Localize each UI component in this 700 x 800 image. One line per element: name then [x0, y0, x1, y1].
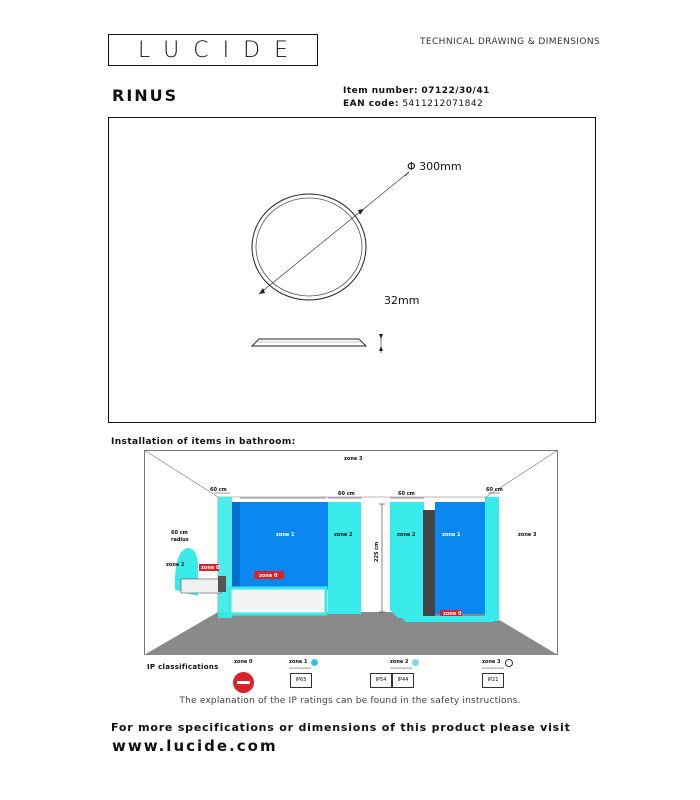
item-number-label: Item number: — [343, 86, 419, 96]
section-header: TECHNICAL DRAWING & DIMENSIONS — [420, 37, 601, 47]
label-radius: radius — [171, 537, 189, 543]
ip-rating-zone2a: IP54 — [370, 673, 392, 688]
label-zone3-right: zone 3 — [518, 532, 537, 538]
label-60cm-left: 60 cm — [210, 487, 227, 493]
bathtub — [230, 588, 326, 614]
ip-zone3-label: zone 3 — [482, 659, 501, 665]
zone2-dot-icon — [412, 659, 419, 666]
label-height-225: 225 cm — [374, 541, 380, 562]
label-60cm-mid1: 60 cm — [338, 491, 355, 497]
ip-zone2-label: zone 2 — [390, 659, 409, 665]
item-number-row — [343, 86, 490, 96]
label-radius-60cm: 60 cm — [171, 530, 188, 536]
zone1-right-area — [435, 502, 485, 614]
ip-zone2-sub: recommended — [390, 666, 412, 670]
ean-row — [343, 99, 483, 109]
bathroom-diagram — [144, 450, 558, 655]
technical-drawing-frame — [108, 117, 596, 423]
zone2-left-area — [328, 502, 361, 614]
ip-rating-zone3: IP21 — [482, 673, 504, 688]
ean-value: 5411212071842 — [402, 99, 484, 109]
ip-zone1-label: zone 1 — [289, 659, 308, 665]
label-zone2-left: zone 2 — [334, 532, 353, 538]
label-zone0-sink: zone 0 — [201, 565, 220, 571]
label-zone2-sink: zone 2 — [166, 562, 185, 568]
shower-wall — [423, 510, 435, 618]
bathroom-title: Installation of items in bathroom: — [111, 437, 296, 447]
product-name: RINUS — [112, 86, 179, 105]
ip-zone3-sub: recommended — [482, 666, 504, 670]
ip-classifications-title: IP classifications — [147, 663, 219, 671]
ean-label: EAN code: — [343, 99, 399, 109]
label-zone1-left: zone 1 — [276, 532, 295, 538]
lamp-side-view — [252, 339, 366, 346]
technical-drawing — [109, 118, 597, 424]
zone1-dot-icon — [311, 659, 318, 666]
label-zone0-bath: zone 0 — [259, 573, 278, 579]
diameter-line — [259, 172, 409, 294]
diameter-label: Φ 300mm — [407, 160, 462, 173]
ip-explanation: The explanation of the IP ratings can be found in the safety instructions. — [179, 696, 521, 706]
label-60cm-right: 60 cm — [486, 487, 503, 493]
ip-zone1-sub: recommended — [289, 666, 311, 670]
label-zone0-shower: zone 0 — [443, 611, 462, 617]
footer-text: For more specifications or dimensions of this product please visit — [111, 721, 571, 734]
label-zone1-right: zone 1 — [442, 532, 461, 538]
brand-logo: LUCIDE — [138, 37, 302, 63]
ip-rating-zone2b: IP44 — [392, 673, 414, 688]
item-number-value: 07122/30/41 — [421, 86, 490, 96]
no-entry-icon — [233, 672, 254, 693]
label-zone2-right: zone 2 — [397, 532, 416, 538]
website-link[interactable]: www.lucide.com — [112, 737, 278, 755]
ip-rating-zone1: IP65 — [290, 673, 312, 688]
label-60cm-mid2: 60 cm — [398, 491, 415, 497]
lamp-top-view-outer — [252, 194, 366, 300]
height-label: 32mm — [384, 294, 420, 307]
zone2-right-area — [390, 502, 424, 618]
sink — [181, 579, 221, 593]
lamp-top-view-inner — [256, 198, 362, 296]
label-zone3-top: zone 3 — [344, 456, 363, 462]
zone3-dot-icon — [505, 659, 513, 667]
ip-zone0-label: zone 0 — [234, 659, 253, 665]
bathroom-zones-diagram — [144, 450, 558, 655]
